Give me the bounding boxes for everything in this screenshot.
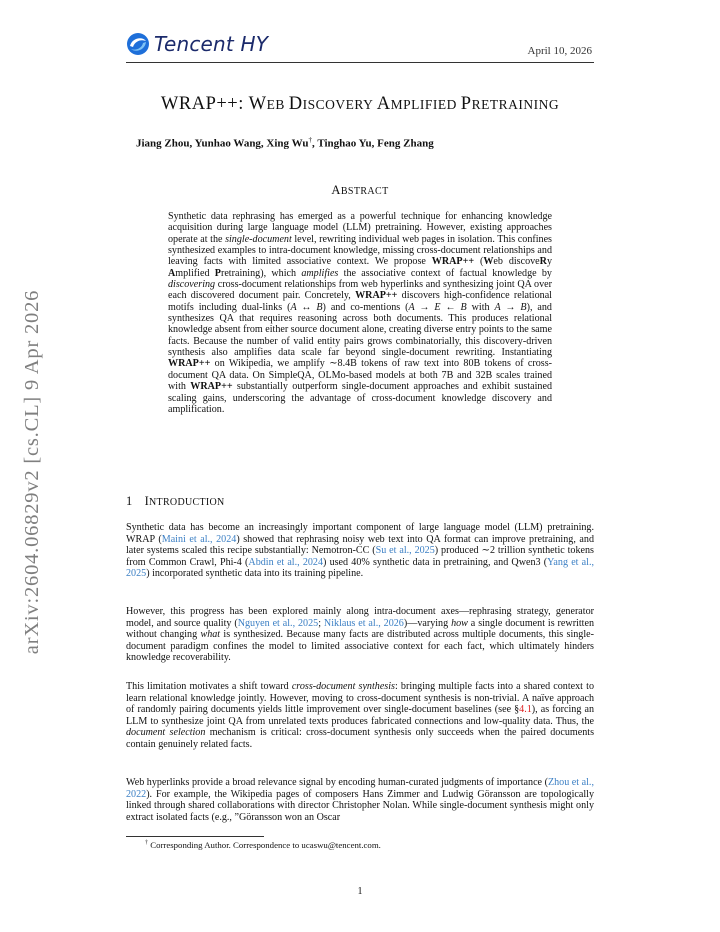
intro-paragraph-3: This limitation motivates a shift toward cross-document synthesis: bringing multiple facts into a shared context to learn relational knowledge jointly. However, moving to cross-document synthesis is non-trivial. A naïve approach of randomly pairing documents yields little improvement over single-document baselines (see §4.1), as forcing an LLM to synthesize joint QA from unrelated texts produces fabricated connections and low-quality data. Thus, the document selection mechanism is critical: cross-document synthesis only succeeds when the paired documents contain genuinely related facts.	[126, 681, 594, 750]
author-list: Jiang Zhou, Yunhao Wang, Xing Wu†, Tinghao Yu, Feng Zhang	[136, 136, 434, 150]
logo-text: Tencent HY	[154, 32, 269, 56]
citation-link[interactable]: Maini et al., 2024	[161, 533, 237, 545]
arxiv-stamp: arXiv:2604.06829v2 [cs.CL] 9 Apr 2026	[21, 289, 43, 655]
citation-link[interactable]: Nguyen et al., 2025	[237, 617, 319, 629]
abstract-heading: ABSTRACT	[331, 183, 389, 197]
tencent-hy-logo	[126, 32, 268, 56]
intro-paragraph-2: However, this progress has been explored mainly along intra-document axes—rephrasing strategy, generator model, and source quality (Nguyen et al., 2025; Niklaus et al., 2026)—varying how a single document is rewritten without changing what is synthesized. Because many facts are distributed across multiple documents, this single-document paradigm confines the model to limited associative context for each fact, which ultimately hinders knowledge recoverability.	[126, 606, 594, 664]
citation-link[interactable]: Zhou et al., 2022	[126, 777, 594, 800]
intro-paragraph-4: Web hyperlinks provide a broad relevance signal by encoding human-curated judgments of importance (Zhou et al., 2022). For example, the Wikipedia pages of composers Hans Zimmer and Ludwig Göransson are topologically linked through shared collaborations with director Christopher Nolan. While single-document synthesis might only extract isolated facts (e.g., ”Göransson won an Oscar	[126, 777, 594, 823]
paper-title: WRAP++: WEB DISCOVERY AMPLIFIED PRETRAINING	[160, 94, 560, 114]
citation-link[interactable]: Niklaus et al., 2026	[323, 617, 404, 629]
page-number: 1	[357, 886, 363, 897]
section-ref-link[interactable]: 4.1	[519, 704, 532, 716]
citation-link[interactable]: Su et al., 2025	[375, 545, 435, 557]
footnote-rule	[126, 836, 264, 837]
tencent-logo-icon	[126, 32, 150, 56]
intro-paragraph-1: Synthetic data has become an increasingly important component of large language model (LLM) pretraining. WRAP (Maini et al., 2024) showed that rephrasing noisy web text into QA format can improve pretraining, and later systems scaled this recipe substantially: Nemotron-CC (Su et al., 2025) produced ∼2 trillion synthetic tokens from Common Crawl, Phi-4 (Abdin et al., 2024) used 40% synthetic data in pretraining, and Qwen3 (Yang et al., 2025) incorporated synthetic data into its training pipeline.	[126, 522, 595, 580]
citation-link[interactable]: Yang et al., 2025	[126, 556, 595, 580]
paper-date: April 10, 2026	[527, 45, 592, 57]
abstract-text: Synthetic data rephrasing has emerged as a powerful technique for enhancing knowledge acquisition during large language model (LLM) pretraining. However, existing approaches operate at the single-document level, rewriting individual web pages in isolation. This confines synthesized examples to intra-document knowledge, missing cross-document relationships and leaving facts with limited associative context. We propose WRAP++ (Web discoveRy Amplified Pretraining), which amplifies the associative context of factual knowledge by discovering cross-document relationships from web hyperlinks and synthesizing joint QA over each discovered document pair. Concretely, WRAP++ discovers high-confidence relational motifs including dual-links (A ↔ B) and co-mentions (A → E ← B with A → B), and synthesizes QA that requires reasoning across both documents. This produces relational knowledge absent from either source document alone, creating diverse entry points to the same facts. Because the number of valid entity pairs grows combinatorially, this discovery-driven synthesis also amplifies data scale far beyond single-document rewriting. Instantiating WRAP++ on Wikipedia, we amplify ∼8.4B tokens of raw text into 80B tokens of cross-document QA data. On SimpleQA, OLMo-based models at both 7B and 32B scales trained with WRAP++ substantially outperform single-document approaches and exhibit sustained scaling gains, underscoring the advantage of cross-document knowledge discovery and amplification.	[168, 211, 552, 415]
footnote: † Corresponding Author. Correspondence to ucaswu@tencent.com.	[145, 840, 381, 850]
header-rule	[126, 62, 594, 63]
citation-link[interactable]: Abdin et al., 2024	[248, 556, 324, 568]
section-heading-introduction: 1 INTRODUCTION	[126, 494, 225, 508]
